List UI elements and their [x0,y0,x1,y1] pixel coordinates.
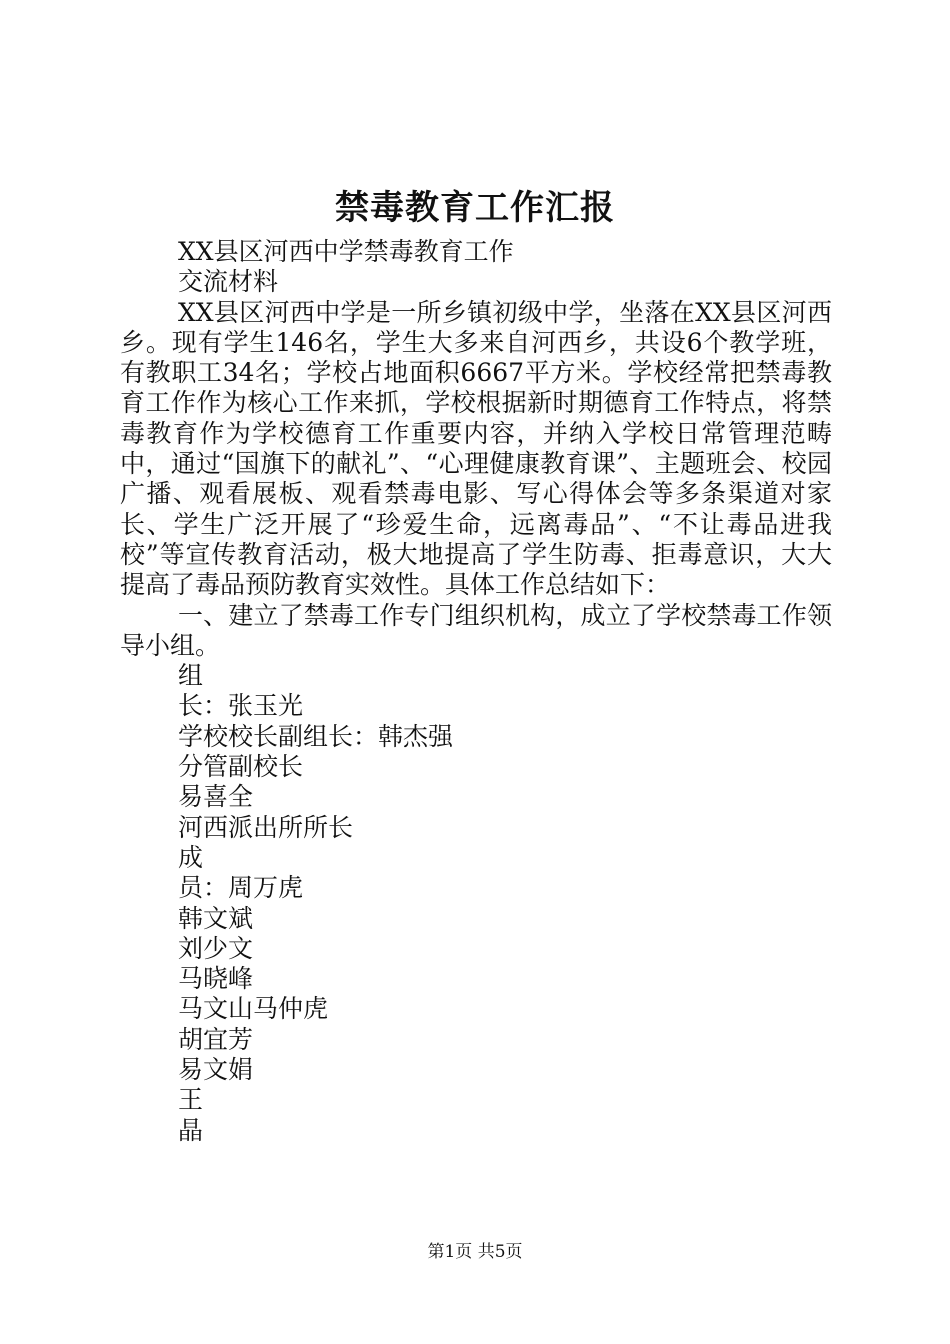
list-line: 易文娟 [178,1055,254,1085]
list-line: 河西派出所所长 [178,812,354,842]
list-line: 胡宜芳 [178,1024,254,1054]
list-line: 组 [178,661,204,691]
list-line: 成 [178,842,204,872]
list-line: 韩文斌 [178,903,254,933]
list-line: 易喜全 [178,782,254,812]
list-line: 晶 [178,1115,204,1145]
subtitle-line-1: XX县区河西中学禁毒教育工作 [178,237,514,266]
list-line: 马晓峰 [178,964,254,994]
intro-paragraph: XX县区河西中学是一所乡镇初级中学，坐落在XX县区河西乡。现有学生146名，学生大多来自河西乡，共设6个教学班，有教职工34名；学校占地面积6667平方米。学校经常把禁毒教育工作作为核心工作来抓，学校根据新时期德育工作特点，将禁毒教育作为学校德育工作重要内容，并纳入学校日常管理范畴中，通过“国旗下的献礼”、“心理健康教育课”、主题班会、校园广播、观看展板、观看禁毒电影、写心得体会等多条渠道对家长、学生广泛开展了“珍爱生命，远离毒品”、“不让毒品进我校”等宣传教育活动，极大地提高了学生防毒、拒毒意识，大大提高了毒品预防教育实效性。具体工作总结如下： [120,297,832,600]
list-line: 王 [178,1085,204,1115]
list-line: 员：周万虎 [178,873,304,903]
section-1-paragraph: 一、建立了禁毒工作专门组织机构，成立了学校禁毒工作领导小组。 [120,600,832,660]
list-line: 长：张玉光 [178,691,304,721]
page-footer: 第1页 共5页 [427,1242,523,1262]
list-line: 学校校长副组长：韩杰强 [178,721,454,751]
subtitle-line-2: 交流材料 [178,267,279,297]
list-line: 分管副校长 [178,752,304,782]
list-line: 马文山马仲虎 [178,994,329,1024]
document-title: 禁毒教育工作汇报 [335,188,615,228]
list-line: 刘少文 [178,933,254,963]
document-body [120,237,832,1146]
